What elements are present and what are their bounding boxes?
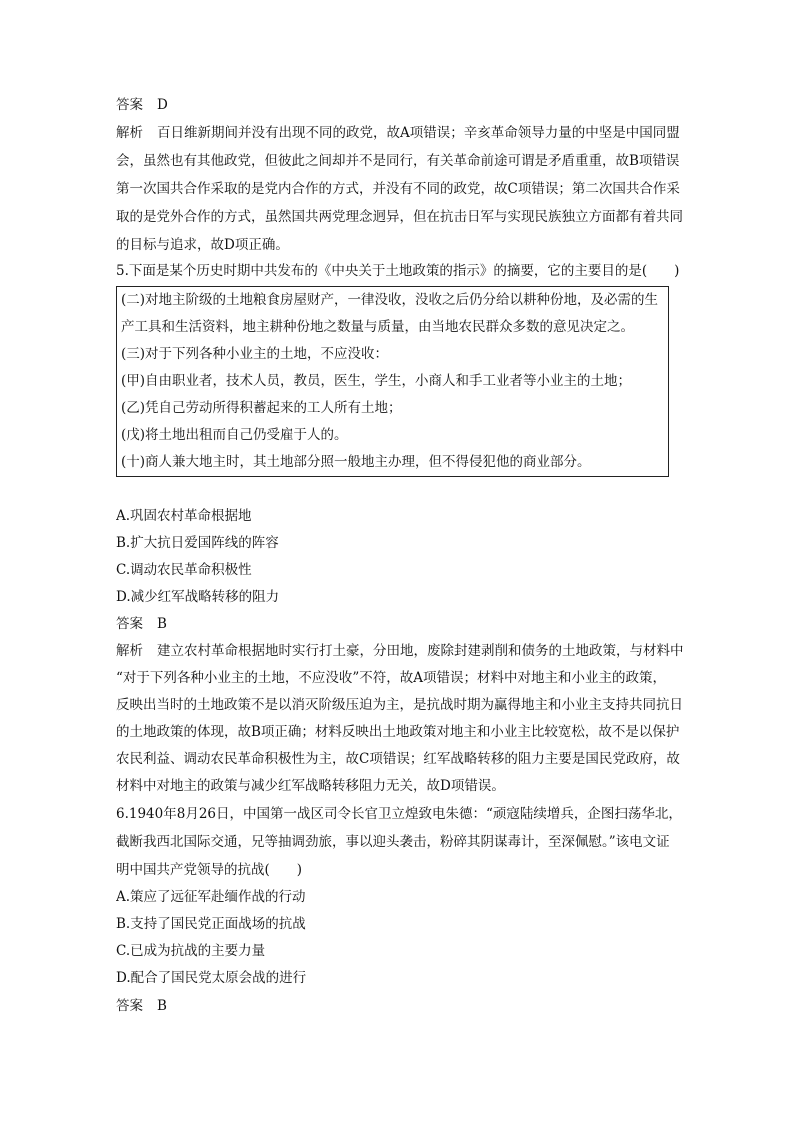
answer-label: 答案 [116, 616, 143, 632]
analysis-text: 百日维新期间并没有出现不同的政党，故A项错误；辛亥革命领导力量的中坚是中国同盟 [157, 125, 680, 141]
material-line: 产工具和生活资料，地主耕种份地之数量与质量，由当地农民群众多数的意见决定之。 [121, 319, 634, 335]
q6-stem-line: 截断我西北国际交通，兄等抽调劲旅，事以迎头袭击，粉碎其阴谋毒计，至深佩慰。”该电文证 [116, 834, 670, 850]
q5-option-d: D.减少红军战略转移的阻力 [116, 589, 280, 605]
q6-answer [116, 992, 701, 1020]
answer-label: 答案 [116, 998, 143, 1014]
q5-option-c: C.调动农民革命积极性 [116, 562, 252, 578]
answer-value: B [157, 998, 167, 1014]
q5-analysis-line: “对于下列各种小业主的土地，不应没收”不符，故A项错误；材料中对地主和小业主的政策， [116, 670, 667, 686]
q5-answer [116, 610, 701, 638]
q4-analysis-line: 的目标与追求，故D项正确。 [116, 237, 289, 253]
q5-option-a: A.巩固农村革命根据地 [116, 508, 252, 524]
q5-analysis-line: 的土地政策的体现，故B项正确；材料反映出土地政策对地主和小业主比较宽松，故不是以保护 [116, 724, 680, 740]
q6-option-d: D.配合了国民党太原会战的进行 [116, 970, 307, 986]
q6-option-b: B.支持了国民党正面战场的抗战 [116, 916, 306, 932]
q5-analysis-line: 农民利益、调动农民革命积极性为主，故C项错误；红军战略转移的阻力主要是国民党政府，故 [116, 751, 680, 767]
q4-analysis-line [116, 119, 701, 147]
q6-stem-line: 明中国共产党领导的抗战( ) [116, 862, 303, 878]
material-line: (戊)将土地出租而自己仍受雇于人的。 [121, 427, 348, 443]
q4-analysis-line: 会，虽然也有其他政党，但彼此之间却并不是同行，有关革命前途可谓是矛盾重重，故B项错误 [116, 153, 680, 169]
q4-answer [116, 91, 701, 119]
q4-analysis-line: 第一次国共合作采取的是党内合作的方式，并没有不同的政党，故C项错误；第二次国共合作采 [116, 181, 680, 197]
material-line: (三)对于下列各种小业主的土地，不应没收： [121, 346, 389, 362]
q6-option-c: C.已成为抗战的主要力量 [116, 943, 266, 959]
analysis-text: 建立农村革命根据地时实行打土豪，分田地，废除封建剥削和债务的土地政策，与材料中 [157, 643, 684, 659]
answer-label: 答案 [116, 97, 143, 113]
q5-analysis-line [116, 637, 701, 665]
q5-stem: 5.下面是某个历史时期中共发布的《中央关于土地政策的指示》的摘要，它的主要目的是( ) [116, 263, 680, 279]
answer-value: B [157, 616, 167, 632]
q6-stem-line: 6.1940年8月26日，中国第一战区司令长官卫立煌致电朱德：“顽寇陆续增兵，企图扫荡华北， [116, 806, 682, 822]
analysis-label: 解析 [116, 125, 143, 141]
q5-analysis-line: 材料中对地主的政策与减少红军战略转移阻力无关，故D项错误。 [116, 778, 505, 794]
material-line: (十)商人兼大地主时，其土地部分照一般地主办理，但不得侵犯他的商业部分。 [121, 454, 591, 470]
q5-analysis-line: 反映出当时的土地政策不是以消灭阶级压迫为主，是抗战时期为赢得地主和小业主支持共同抗日 [116, 697, 683, 713]
answer-value: D [157, 97, 168, 113]
material-line: (二)对地主阶级的土地粮食房屋财产，一律没收，没收之后仍分给以耕种份地，及必需的生 [121, 292, 659, 308]
q5-material-box [116, 286, 669, 477]
q6-option-a: A.策应了远征军赴缅作战的行动 [116, 889, 306, 905]
q5-option-b: B.扩大抗日爱国阵线的阵容 [116, 535, 279, 551]
material-line: (甲)自由职业者，技术人员，教员，医生，学生，小商人和手工业者等小业主的土地； [121, 373, 632, 389]
q4-analysis-line: 取的是党外合作的方式，虽然国共两党理念迥异，但在抗击日军与实现民族独立方面都有着共同 [116, 209, 683, 225]
analysis-label: 解析 [116, 643, 143, 659]
material-line: (乙)凭自己劳动所得积蓄起来的工人所有土地； [121, 400, 402, 416]
